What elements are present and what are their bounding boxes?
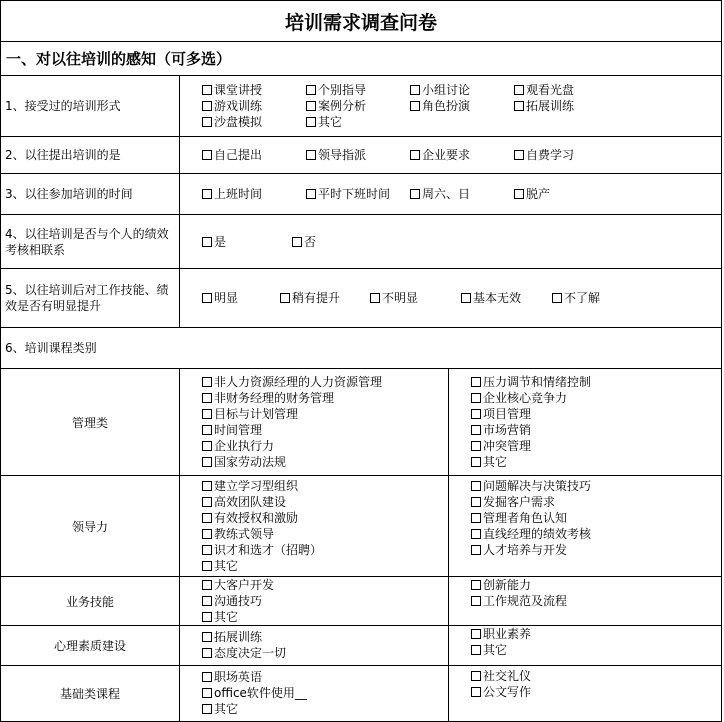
course-option[interactable]: 教练式领导	[202, 526, 322, 542]
checkbox[interactable]	[306, 85, 316, 95]
checkbox[interactable]	[471, 377, 481, 387]
checkbox[interactable]	[306, 189, 316, 199]
category-name: 心理素质建设	[0, 625, 180, 666]
checkbox[interactable]	[471, 409, 481, 419]
checkbox[interactable]	[202, 425, 212, 435]
checkbox[interactable]	[471, 629, 481, 639]
option-classroom[interactable]: 课堂讲授	[202, 82, 262, 98]
checkbox[interactable]	[202, 672, 212, 682]
question-2-options	[179, 136, 722, 174]
checkbox[interactable]	[202, 409, 212, 419]
checkbox[interactable]	[471, 687, 481, 697]
course-option[interactable]: 国家劳动法规	[202, 454, 382, 470]
category-name: 基础类课程	[0, 665, 180, 722]
course-option[interactable]: 大客户开发	[202, 577, 274, 593]
checkbox[interactable]	[514, 189, 524, 199]
checkbox[interactable]	[471, 545, 481, 555]
option-other[interactable]: 其它	[306, 114, 342, 130]
category-right-column	[448, 576, 722, 626]
checkbox[interactable]	[202, 561, 212, 571]
category-left-column	[179, 368, 449, 476]
course-option[interactable]: 发掘客户需求	[471, 494, 591, 510]
checkbox[interactable]	[202, 704, 212, 714]
course-option[interactable]: 其它	[202, 558, 322, 574]
course-option[interactable]: 社交礼仪	[471, 668, 531, 684]
course-option[interactable]: 其它	[471, 642, 531, 658]
course-option[interactable]: 公文写作	[471, 684, 531, 700]
checkbox[interactable]	[202, 189, 212, 199]
category-name: 领导力	[0, 475, 180, 577]
checkbox[interactable]	[202, 529, 212, 539]
question-5-label: 5、以往培训后对工作技能、绩效是否有明显提升	[0, 268, 180, 328]
checkbox[interactable]	[280, 293, 290, 303]
checkbox[interactable]	[370, 293, 380, 303]
checkbox[interactable]	[410, 189, 420, 199]
option-case-analysis[interactable]: 案例分析	[306, 98, 366, 114]
option-obvious[interactable]: 明显	[202, 290, 238, 306]
course-option[interactable]: 态度决定一切	[202, 645, 286, 661]
checkbox[interactable]	[202, 580, 212, 590]
option-weekend[interactable]: 周六、日	[410, 186, 470, 202]
option-not-obvious[interactable]: 不明显	[370, 290, 418, 306]
checkbox[interactable]	[202, 117, 212, 127]
checkbox[interactable]	[514, 85, 524, 95]
checkbox[interactable]	[471, 425, 481, 435]
course-option[interactable]: 职场英语	[202, 669, 307, 685]
course-option[interactable]: 直线经理的绩效考核	[471, 526, 591, 542]
checkbox[interactable]	[202, 393, 212, 403]
category-right-column	[448, 625, 722, 666]
checkbox[interactable]	[202, 545, 212, 555]
option-outward-bound[interactable]: 拓展训练	[514, 98, 574, 114]
course-option[interactable]: 问题解决与决策技巧	[471, 478, 591, 494]
course-option[interactable]: 目标与计划管理	[202, 406, 382, 422]
course-option[interactable]: 非人力资源经理的人力资源管理	[202, 374, 382, 390]
checkbox[interactable]	[471, 497, 481, 507]
checkbox[interactable]	[471, 580, 481, 590]
checkbox[interactable]	[306, 150, 316, 160]
checkbox[interactable]	[410, 85, 420, 95]
course-option[interactable]: 市场营销	[471, 422, 591, 438]
option-company-required[interactable]: 企业要求	[410, 147, 470, 163]
question-6-label: 6、培训课程类别	[0, 327, 722, 369]
category-left-column	[179, 576, 449, 626]
checkbox[interactable]	[202, 688, 212, 698]
category-left-column	[179, 665, 449, 722]
category-right-column	[448, 665, 722, 722]
checkbox[interactable]	[471, 481, 481, 491]
checkbox[interactable]	[202, 101, 212, 111]
option-sand-table[interactable]: 沙盘模拟	[202, 114, 262, 130]
option-self-proposed[interactable]: 自己提出	[202, 147, 262, 163]
option-leader-assigned[interactable]: 领导指派	[306, 147, 366, 163]
question-1-options	[179, 75, 722, 137]
category-left-column	[179, 475, 449, 577]
checkbox[interactable]	[202, 441, 212, 451]
checkbox[interactable]	[471, 671, 481, 681]
checkbox[interactable]	[514, 101, 524, 111]
question-4-label: 4、以往培训是否与个人的绩效考核相联系	[0, 214, 180, 269]
course-option[interactable]: office软件使用__	[202, 685, 307, 701]
course-option[interactable]: 企业核心竞争力	[471, 390, 591, 406]
checkbox[interactable]	[202, 481, 212, 491]
question-1-label: 1、接受过的培训形式	[0, 75, 180, 137]
checkbox[interactable]	[410, 101, 420, 111]
checkbox[interactable]	[461, 293, 471, 303]
option-group-discussion[interactable]: 小组讨论	[410, 82, 470, 98]
section-heading: 一、对以往培训的感知（可多选）	[0, 41, 722, 76]
course-option[interactable]: 冲突管理	[471, 438, 591, 454]
category-name: 业务技能	[0, 576, 180, 626]
question-4-options	[179, 214, 722, 269]
category-right-column	[448, 475, 722, 577]
checkbox[interactable]	[202, 457, 212, 467]
course-option[interactable]: 其它	[202, 701, 307, 717]
category-name: 管理类	[0, 368, 180, 476]
category-right-column	[448, 368, 722, 476]
option-full-time-off[interactable]: 脱产	[514, 186, 550, 202]
checkbox[interactable]	[202, 632, 212, 642]
option-slightly-improved[interactable]: 稍有提升	[280, 290, 340, 306]
checkbox[interactable]	[552, 293, 562, 303]
option-unknown[interactable]: 不了解	[552, 290, 600, 306]
checkbox[interactable]	[202, 612, 212, 622]
course-option[interactable]: 企业执行力	[202, 438, 382, 454]
course-option[interactable]: 有效授权和激励	[202, 510, 322, 526]
option-individual-guidance[interactable]: 个别指导	[306, 82, 366, 98]
course-option[interactable]: 其它	[202, 609, 274, 625]
course-option[interactable]: 职业素养	[471, 626, 531, 642]
course-option[interactable]: 人才培养与开发	[471, 542, 591, 558]
checkbox[interactable]	[202, 293, 212, 303]
question-2-label: 2、以往提出培训的是	[0, 136, 180, 174]
checkbox[interactable]	[471, 529, 481, 539]
checkbox[interactable]	[202, 377, 212, 387]
option-after-work[interactable]: 平时下班时间	[306, 186, 390, 202]
checkbox[interactable]	[471, 457, 481, 467]
checkbox[interactable]	[410, 150, 420, 160]
option-self-funded[interactable]: 自费学习	[514, 147, 574, 163]
checkbox[interactable]	[202, 85, 212, 95]
option-watch-disc[interactable]: 观看光盘	[514, 82, 574, 98]
course-option[interactable]: 沟通技巧	[202, 593, 274, 609]
checkbox[interactable]	[306, 117, 316, 127]
course-option[interactable]: 管理者角色认知	[471, 510, 591, 526]
option-game-training[interactable]: 游戏训练	[202, 98, 262, 114]
checkbox[interactable]	[471, 441, 481, 451]
page-title: 培训需求调查问卷	[0, 0, 722, 42]
option-role-play[interactable]: 角色扮演	[410, 98, 470, 114]
option-basically-ineffective[interactable]: 基本无效	[461, 290, 521, 306]
course-option[interactable]: 工作规范及流程	[471, 593, 567, 609]
checkbox[interactable]	[202, 648, 212, 658]
course-option[interactable]: 高效团队建设	[202, 494, 322, 510]
checkbox[interactable]	[202, 497, 212, 507]
course-option[interactable]: 时间管理	[202, 422, 382, 438]
course-option[interactable]: 其它	[471, 454, 591, 470]
checkbox[interactable]	[202, 237, 212, 247]
checkbox[interactable]	[471, 393, 481, 403]
question-3-label: 3、以往参加培训的时间	[0, 173, 180, 215]
checkbox[interactable]	[202, 150, 212, 160]
course-option[interactable]: 识才和选才（招聘）	[202, 542, 322, 558]
checkbox[interactable]	[471, 513, 481, 523]
category-left-column	[179, 625, 449, 666]
checkbox[interactable]	[202, 513, 212, 523]
checkbox[interactable]	[292, 237, 302, 247]
option-yes[interactable]: 是	[202, 234, 226, 250]
question-5-options	[179, 268, 722, 328]
option-no[interactable]: 否	[292, 234, 316, 250]
course-option[interactable]: 创新能力	[471, 577, 567, 593]
course-option[interactable]: 项目管理	[471, 406, 591, 422]
option-working-hours[interactable]: 上班时间	[202, 186, 262, 202]
checkbox[interactable]	[202, 596, 212, 606]
checkbox[interactable]	[514, 150, 524, 160]
checkbox[interactable]	[471, 645, 481, 655]
course-option[interactable]: 建立学习型组织	[202, 478, 322, 494]
course-option[interactable]: 非财务经理的财务管理	[202, 390, 382, 406]
checkbox[interactable]	[471, 596, 481, 606]
question-3-options	[179, 173, 722, 215]
course-option[interactable]: 拓展训练	[202, 629, 286, 645]
course-option[interactable]: 压力调节和情绪控制	[471, 374, 591, 390]
checkbox[interactable]	[306, 101, 316, 111]
